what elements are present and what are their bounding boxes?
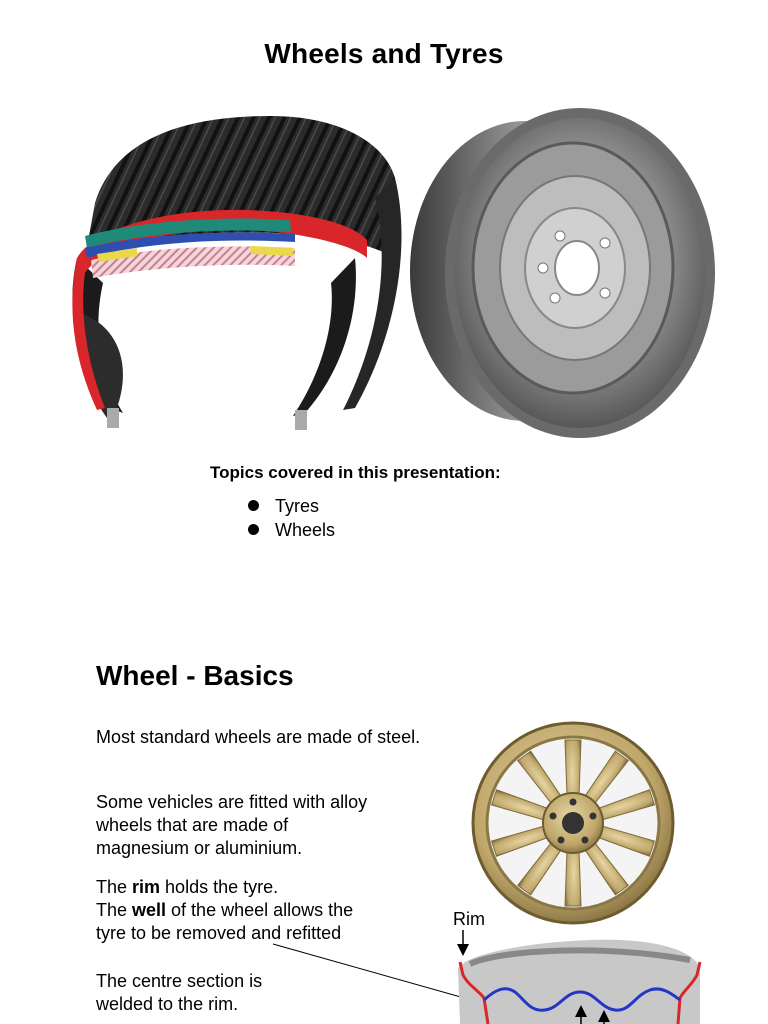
paragraph-steel: Most standard wheels are made of steel. xyxy=(96,727,421,747)
page-title: Wheels and Tyres xyxy=(264,38,504,69)
rim-text: holds the tyre. xyxy=(160,877,279,897)
rim-text: The xyxy=(96,877,133,897)
well-text: of the wheel allows the xyxy=(166,900,354,920)
well-text: The xyxy=(96,900,133,920)
well-term: well xyxy=(132,900,167,920)
rim-label: Rim xyxy=(453,909,485,929)
alloy-line: Some vehicles are fitted with alloy xyxy=(96,792,368,812)
centre-line: The centre section is xyxy=(96,971,263,991)
section-title: Wheel - Basics xyxy=(96,660,294,691)
alloy-line: wheels that are made of xyxy=(96,815,289,835)
well-text: tyre to be removed and refitted xyxy=(96,923,342,943)
rim-term: rim xyxy=(132,877,161,897)
topic-label: Wheels xyxy=(275,520,336,540)
topics-heading: Topics covered in this presentation: xyxy=(210,463,501,482)
topic-label: Tyres xyxy=(275,496,320,516)
alloy-line: magnesium or aluminium. xyxy=(96,838,303,858)
centre-line: welded to the rim. xyxy=(96,994,239,1014)
